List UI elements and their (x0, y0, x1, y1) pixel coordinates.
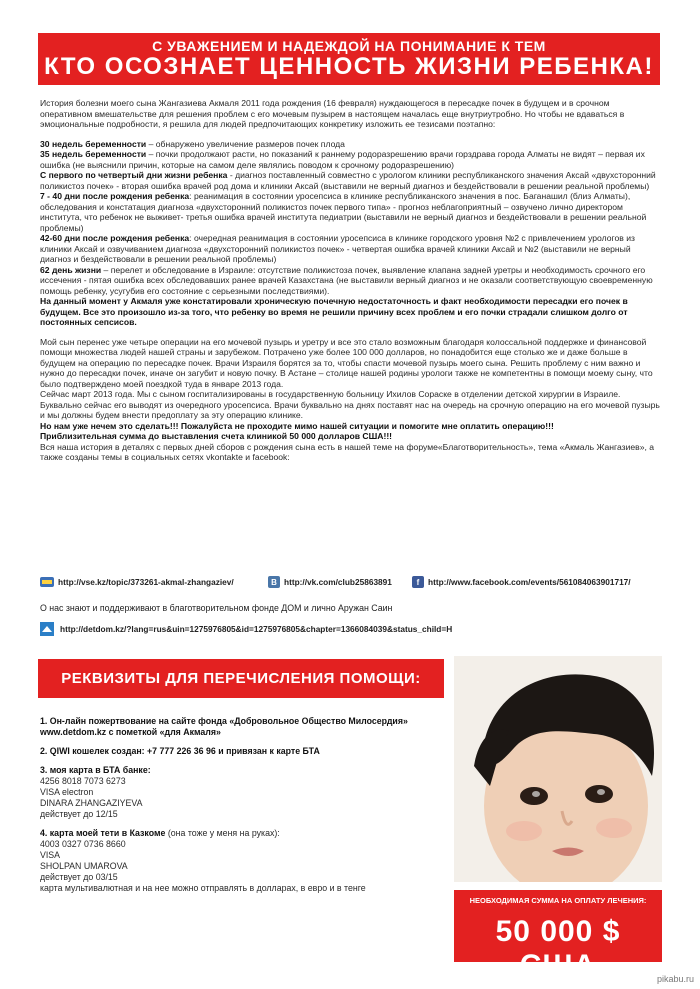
plea-text: Но нам уже нечем это сделать!!! Пожалуйста не проходите мимо нашей ситуации и помогите мне оплатить операцию!!! (40, 420, 554, 431)
card-valid: действует до 03/15 (40, 872, 118, 882)
child-portrait-image (454, 656, 662, 882)
timeline-text: – обнаружено увеличение размеров почек плода (146, 138, 345, 149)
card-holder: SHOLPAN UMAROVA (40, 861, 128, 871)
timeline-item (40, 233, 662, 265)
vk-icon: В (268, 576, 280, 588)
timeline-text: – перелет и обследование в Израиле: отсутствие поликистоза почек, выявление клапана задней уретры и необходимость срочного его иссечения - пятая ошибка всех обследовавших ранее врачей Казахстана (не выставили верный диагноз и не оказали соответствующую своевременную помощь ребенку, усугубив его состояние с серьезными последствиями). (40, 264, 653, 296)
timeline-item (40, 170, 662, 191)
bold-statement: На данный момент у Акмаля уже констатировали хроническую почечную недостаточность и факт необходимости пересадки его почек в будущем. Все это произошло из-за того, что ребенку во время не решили причину всех проблем и его почки страдали слишком долго от постоянных сепсисов. (40, 296, 628, 327)
timeline-item (40, 149, 662, 170)
timeline-text: - диагноз поставленный совместно с урологом клиники республиканского значения Аксай «двухсторонний поликистоз почек» - вторая ошибка врачей род дома и клиники Аксай (выставили не верный диагноз и бездействовали в решении реальной проблемы) (40, 170, 656, 191)
requisite-bta-card: 3. моя карта в БТА банке: 4256 8018 7073 6273 VISA electron DINARA ZHANGAZIYEVA действует до 12/15 (40, 765, 151, 819)
facebook-link-text: http://www.facebook.com/events/561084063901717/ (428, 577, 631, 587)
requisites-list (40, 716, 440, 902)
intro-paragraph: История болезни моего сына Жангазиева Акмаля 2011 года рождения (16 февраля) нуждающегося в пересадке почек в будущем и в срочном оперативном вмешательстве для решения проблем с его мочевым пузырем в настоящем началась еще внутриутробно. Но чтобы не вдаваться в эмоциональные подробности, я решила для людей предпочитающих конкретику изложить ее тезисами поэтапно: (40, 98, 625, 129)
story-text (40, 98, 662, 463)
approx-sum: Приблизительная сумма до выставления счета клиникой 50 000 долларов США!!! (40, 431, 393, 441)
vk-link-text: http://vk.com/club25863891 (284, 577, 392, 587)
timeline-item (40, 265, 662, 297)
card-number: 4003 0327 0736 8660 (40, 839, 126, 849)
header-subtitle: С УВАЖЕНИЕМ И НАДЕЖДОЙ НА ПОНИМАНИЕ К ТЕМ (152, 38, 546, 54)
detdom-logo-icon (40, 622, 54, 636)
card-number: 4256 8018 7073 6273 (40, 776, 126, 786)
paragraph-operations: Мой сын перенес уже четыре операции на его мочевой пузырь и уретру и все это стало возможным благодаря колоссальной поддержке и финансовой помощи множества людей нашей страны и зарубежом. Потрачено уже более 100 000 долларов, но понадобится еще столько же и даже больше в будущем на операцию по пересадке почек. Врачи Израиля борятся за то, чтобы спасти мочевой пузырь моего сына. Решить проблему с ним важно и нужно до пересадки почек, иначе он загубит и новую почку. В Астане – столице нашей родины урологи также не компетентны в помощи моему сыну, что было подтверждено моей поездкой туда в январе 2013 года. (40, 336, 653, 389)
requisite-kazkom-card: 4. карта моей тети в Казкоме (она тоже у меня на руках): 4003 0327 0736 8660 VISA SHOLPAN UMAROVA действует до 03/15 карта мультивалютная и на нее можно отправлять в долларах, в евро и в тенге (40, 828, 366, 893)
child-photo (454, 656, 662, 882)
watermark: pikabu.ru (656, 974, 694, 984)
timeline-label: С первого по четвертый дни жизни ребенка (40, 170, 228, 180)
support-text: О нас знают и поддерживают в благотворительном фонде ДОМ и лично Аружан Саин (40, 603, 393, 613)
header-banner (38, 33, 660, 85)
timeline-text: – почки продолжают расти, но показаний к раннему родоразрешению врачи горздрава города Алматы не видят – первая их ошибка (не выяснили причин, которые на самом деле являлись поводом к срочному родоразрешению) (40, 149, 645, 170)
vse-icon (40, 576, 54, 588)
timeline-label: 35 недель беременности (40, 149, 147, 159)
details-paragraph: Вся наша история в деталях с первых дней сборов с рождения сына есть в нашей теме на форуме«Благотворительность», тема «Акмаль Жангазиев», а также созданы темы в социальных сетях vkontakte и facebook: (40, 441, 655, 462)
requisite-online: 1. Он-лайн пожертвование на сайте фонда «Добровольное Общество Милосердия» www.detdom.kz с пометкой «для Акмаля» (40, 716, 408, 737)
amount-box (454, 890, 662, 982)
detdom-link-text: http://detdom.kz/?lang=rus&uin=1275976805&id=1275976805&chapter=1366084039&status_child=H (60, 624, 453, 634)
paragraph-hospital: Сейчас март 2013 года. Мы с сыном госпитализированы в государственную больницу Ихилов Сораске в отделении детской хирургии в Израиле. Буквально сейчас его выводят из очередного уросепсиса. Врачи буквально на днях поставят нас на очередь на срочную операцию на его мочевой пузырь и мы должны будем внести предоплату за эту операцию клинике. (40, 389, 660, 420)
requisite-qiwi: 2. QIWI кошелек создан: +7 777 226 36 96 и привязан к карте БТА (40, 746, 320, 756)
timeline-item (40, 139, 662, 150)
header-title: КТО ОСОЗНАЕТ ЦЕННОСТЬ ЖИЗНИ РЕБЕНКА! (44, 53, 654, 80)
card-type: VISA (40, 850, 61, 860)
vse-link-text: http://vse.kz/topic/373261-akmal-zhangaziev/ (58, 577, 234, 587)
social-links (40, 576, 662, 592)
timeline-label: 62 день жизни (40, 264, 102, 275)
detdom-link[interactable] (40, 622, 452, 636)
timeline-text: : очередная реанимация в состоянии уросепсиса в клинике городского уровня №2 с привлечением урологов из клиники Аксай и озвучиванием диагноза «двухсторонний поликистоз почек» - четвертая ошибка врачей клиники Аксай и №2 (выставили не верный диагноз и бездействовали в решении реальной проблемы) (40, 233, 635, 264)
timeline-item (40, 191, 662, 233)
vse-link[interactable] (40, 576, 234, 588)
facebook-icon: f (412, 576, 424, 588)
requisites-banner: РЕКВИЗИТЫ ДЛЯ ПЕРЕЧИСЛЕНИЯ ПОМОЩИ: (38, 659, 444, 698)
facebook-link[interactable] (412, 576, 631, 588)
timeline-label: 7 - 40 дни после рождения ребенка (40, 191, 190, 201)
timeline-text: : реанимация в состоянии уросепсиса в клинике республиканского значения в пос. Баганашил (близ Алматы), обследования и констатация диагноза «двухсторонний поликистоз почек первого типа» - прогноз неблагоприятный – озвучено лично директором института, что ребенок не выживет- третья ошибка врачей института педиатрии (выставили не верный диагноз и бездействовали в решении реальной проблемы) (40, 191, 647, 233)
card-valid: действует до 12/15 (40, 809, 118, 819)
amount-caption: НЕОБХОДИМАЯ СУММА НА ОПЛАТУ ЛЕЧЕНИЯ: (469, 896, 647, 905)
card-description: карта мультивалютная и на нее можно отправлять в долларах, в евро и в тенге (40, 883, 366, 893)
timeline-label: 30 недель беременности (40, 138, 147, 149)
vk-link[interactable] (268, 576, 392, 588)
card-holder: DINARA ZHANGAZIYEVA (40, 798, 143, 808)
timeline-label: 42-60 дни после рождения ребенка (40, 233, 190, 243)
card-type: VISA electron (40, 787, 94, 797)
amount-value: 50 000 $ США (495, 915, 621, 982)
